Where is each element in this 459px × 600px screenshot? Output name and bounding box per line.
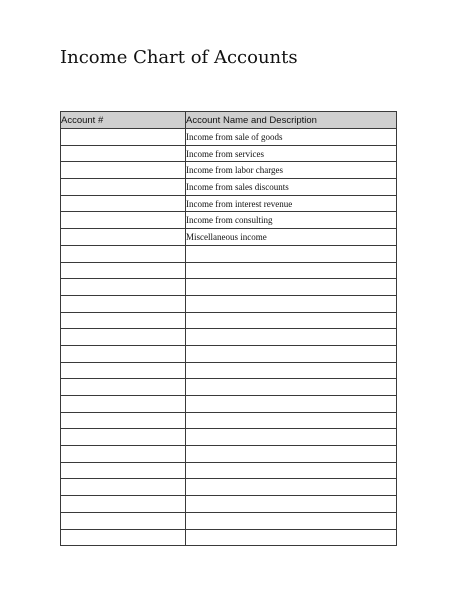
table-row <box>61 512 397 529</box>
table-row <box>61 212 397 229</box>
page-title: Income Chart of Accounts <box>60 47 298 68</box>
account-number-cell <box>61 179 186 196</box>
account-name-cell: Income from services <box>186 145 397 162</box>
account-number-cell <box>61 412 186 429</box>
table-row <box>61 262 397 279</box>
account-name-cell: Income from sale of goods <box>186 129 397 146</box>
account-name-cell <box>186 279 397 296</box>
account-number-cell <box>61 446 186 463</box>
account-name-cell <box>186 429 397 446</box>
table-row <box>61 496 397 513</box>
table-row <box>61 362 397 379</box>
accounts-table <box>60 111 397 546</box>
table-row <box>61 129 397 146</box>
table-row <box>61 412 397 429</box>
account-name-cell <box>186 345 397 362</box>
account-name-cell <box>186 295 397 312</box>
table-row <box>61 396 397 413</box>
account-number-cell <box>61 145 186 162</box>
account-number-cell <box>61 362 186 379</box>
account-number-cell <box>61 212 186 229</box>
account-number-cell <box>61 162 186 179</box>
account-name-cell <box>186 262 397 279</box>
account-name-cell <box>186 496 397 513</box>
account-name-cell <box>186 479 397 496</box>
account-number-cell <box>61 479 186 496</box>
table-row <box>61 295 397 312</box>
account-name-cell: Income from labor charges <box>186 162 397 179</box>
table-row <box>61 195 397 212</box>
account-name-cell: Miscellaneous income <box>186 229 397 246</box>
table-row <box>61 329 397 346</box>
table-row <box>61 162 397 179</box>
account-number-cell <box>61 496 186 513</box>
account-name-cell: Income from sales discounts <box>186 179 397 196</box>
account-name-cell <box>186 412 397 429</box>
table-header-row <box>61 112 397 129</box>
table-row <box>61 229 397 246</box>
account-number-cell <box>61 462 186 479</box>
account-number-cell <box>61 429 186 446</box>
account-number-cell <box>61 396 186 413</box>
account-name-cell <box>186 462 397 479</box>
account-number-cell <box>61 229 186 246</box>
table-row <box>61 245 397 262</box>
table-row <box>61 462 397 479</box>
account-name-cell <box>186 379 397 396</box>
account-number-cell <box>61 245 186 262</box>
table-row <box>61 179 397 196</box>
header-account-number: Account # <box>61 112 186 129</box>
account-name-cell <box>186 396 397 413</box>
account-number-cell <box>61 312 186 329</box>
table-row <box>61 379 397 396</box>
account-number-cell <box>61 279 186 296</box>
account-number-cell <box>61 529 186 546</box>
account-number-cell <box>61 262 186 279</box>
table-row <box>61 429 397 446</box>
account-number-cell <box>61 129 186 146</box>
table-row <box>61 479 397 496</box>
header-account-name: Account Name and Description <box>186 112 397 129</box>
table-body <box>61 129 397 546</box>
account-number-cell <box>61 329 186 346</box>
account-number-cell <box>61 379 186 396</box>
account-name-cell <box>186 512 397 529</box>
account-name-cell <box>186 329 397 346</box>
table-row <box>61 529 397 546</box>
account-name-cell <box>186 312 397 329</box>
account-number-cell <box>61 295 186 312</box>
account-number-cell <box>61 345 186 362</box>
account-number-cell <box>61 195 186 212</box>
account-number-cell <box>61 512 186 529</box>
account-name-cell <box>186 446 397 463</box>
account-name-cell: Income from interest revenue <box>186 195 397 212</box>
table-row <box>61 145 397 162</box>
account-name-cell <box>186 245 397 262</box>
table-row <box>61 312 397 329</box>
table-row <box>61 279 397 296</box>
account-name-cell <box>186 362 397 379</box>
account-name-cell <box>186 529 397 546</box>
account-name-cell: Income from consulting <box>186 212 397 229</box>
table-row <box>61 345 397 362</box>
table-row <box>61 446 397 463</box>
